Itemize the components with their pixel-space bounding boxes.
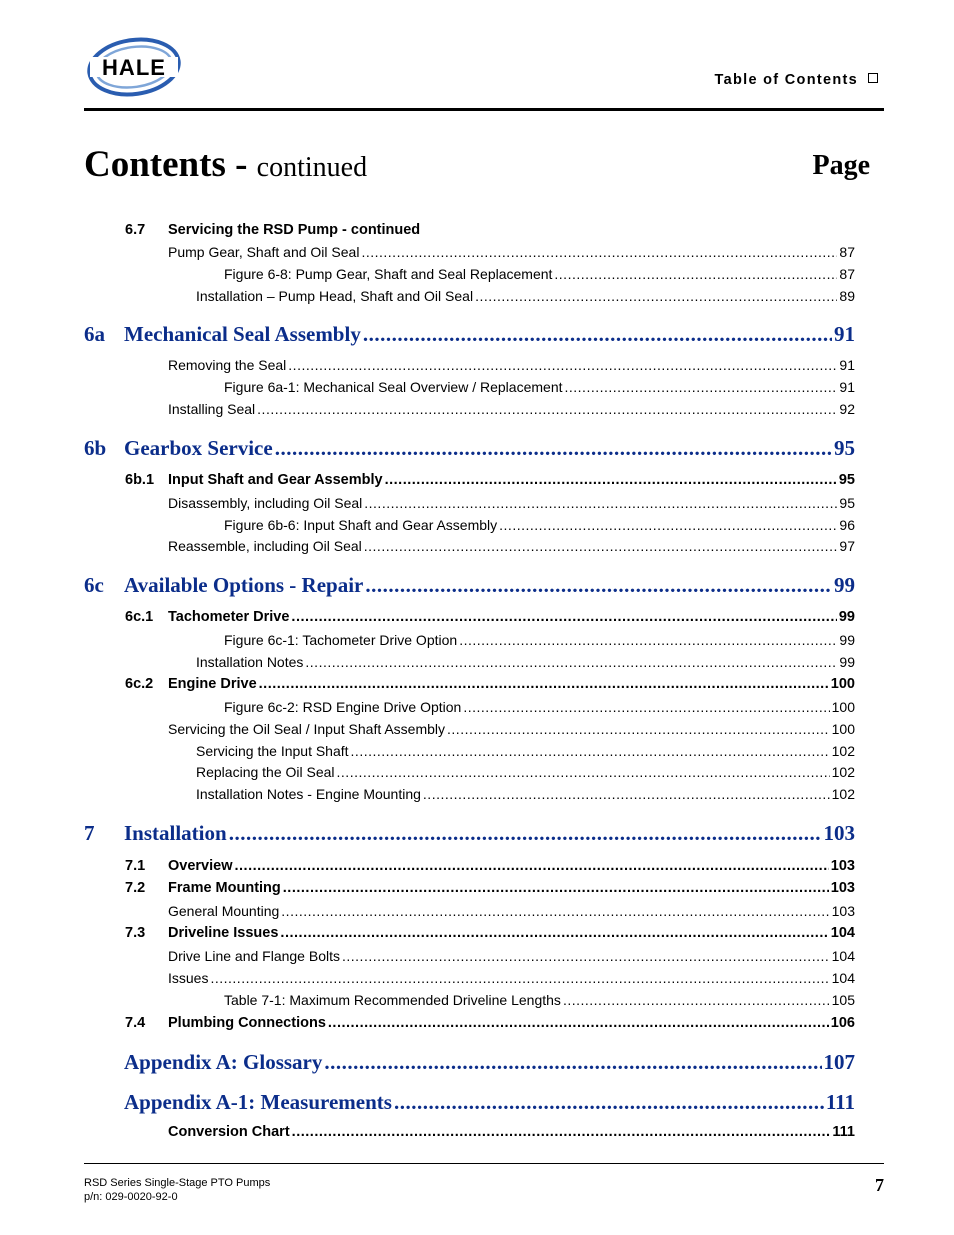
- toc-title: Installation Notes: [196, 654, 304, 670]
- toc-item-row: [196, 786, 855, 802]
- toc-number: 6c.1: [125, 609, 154, 625]
- dot-leader: [328, 1015, 829, 1031]
- toc-item-row: [168, 903, 855, 919]
- dot-leader: [281, 903, 829, 919]
- toc-title: Input Shaft and Gear Assembly: [168, 472, 383, 488]
- toc-title: Servicing the RSD Pump - continued: [168, 222, 421, 238]
- toc-number: 6c.2: [125, 676, 154, 692]
- dot-leader: [394, 1090, 824, 1115]
- toc-item-row: [224, 632, 855, 648]
- dot-leader: [275, 436, 832, 461]
- toc-title: Table 7-1: Maximum Recommended Driveline Lengths: [224, 992, 561, 1008]
- toc-title: Available Options - Repair: [124, 573, 364, 597]
- dot-leader: [364, 495, 837, 511]
- toc-item-row: [168, 538, 855, 554]
- toc-title: Drive Line and Flange Bolts: [168, 948, 340, 964]
- dot-leader: [291, 609, 836, 625]
- toc-title: Conversion Chart: [168, 1124, 290, 1140]
- dot-leader: [563, 992, 830, 1008]
- toc-section-row: [125, 472, 855, 488]
- dot-leader: [554, 266, 837, 282]
- toc-number: 6b.1: [125, 472, 155, 488]
- toc-title: Installation: [124, 821, 227, 845]
- toc-page-number: 92: [839, 401, 855, 417]
- toc-title: Gearbox Service: [124, 436, 273, 460]
- toc-chapter-row: [84, 436, 855, 461]
- toc-item-row: [196, 654, 855, 670]
- footer-part-number: p/n: 029-0020-92-0: [84, 1191, 178, 1203]
- toc-chapter-row: [84, 821, 855, 846]
- toc-title: Appendix A-1: Measurements: [124, 1090, 392, 1114]
- dot-leader: [288, 357, 837, 373]
- toc-page-number: 89: [839, 288, 855, 304]
- svg-text:HALE: HALE: [102, 55, 166, 80]
- toc-page-number: 100: [831, 699, 855, 715]
- toc-section-row: [125, 222, 855, 238]
- toc-page-number: 99: [834, 573, 855, 597]
- toc-title: Tachometer Drive: [168, 609, 290, 625]
- toc-item-row: [196, 743, 855, 759]
- toc-title: Servicing the Input Shaft: [196, 743, 349, 759]
- toc-page-number: 111: [832, 1124, 855, 1140]
- toc-section-row: [125, 880, 855, 896]
- toc-title: Installation Notes - Engine Mounting: [196, 786, 421, 802]
- toc-number: 7.2: [125, 880, 146, 896]
- dot-leader: [447, 721, 830, 737]
- toc-title: Appendix A: Glossary: [124, 1050, 323, 1074]
- dot-leader: [342, 948, 830, 964]
- dot-leader: [210, 970, 829, 986]
- toc-item-row: [168, 357, 855, 373]
- toc-title: Overview: [168, 858, 233, 874]
- toc-section-row: [168, 1124, 855, 1140]
- header-divider: [84, 108, 884, 111]
- toc-item-row: [168, 948, 855, 964]
- toc-page-number: 99: [838, 609, 855, 625]
- dot-leader: [475, 288, 837, 304]
- toc-number: 7.3: [125, 925, 146, 941]
- dot-leader: [363, 322, 832, 347]
- toc-number: 7: [84, 821, 95, 845]
- toc-section-row: [125, 676, 855, 692]
- dot-leader: [365, 573, 832, 598]
- toc-page-number: 107: [823, 1050, 855, 1074]
- toc-title: Frame Mounting: [168, 880, 281, 896]
- toc-page-number: 103: [830, 858, 855, 874]
- toc-title: Plumbing Connections: [168, 1015, 326, 1031]
- toc-title: Installation – Pump Head, Shaft and Oil Seal: [196, 288, 474, 304]
- toc-page-number: 99: [839, 654, 855, 670]
- toc-item-row: [196, 288, 855, 304]
- dot-leader: [459, 632, 837, 648]
- toc-title: Pump Gear, Shaft and Oil Seal: [168, 244, 360, 260]
- toc-number: 6b: [84, 436, 107, 460]
- toc-title: Engine Drive: [168, 676, 257, 692]
- toc-page-number: 96: [839, 517, 855, 533]
- toc-item-row: [224, 517, 855, 533]
- toc-title: Figure 6c-1: Tachometer Drive Option: [224, 632, 458, 648]
- dot-leader: [305, 654, 837, 670]
- toc-page-number: 105: [831, 992, 855, 1008]
- title-continued: continued: [256, 152, 368, 183]
- toc-title: Issues: [168, 970, 209, 986]
- toc-item-row: [168, 495, 855, 511]
- dot-leader: [351, 743, 830, 759]
- toc-item-row: [168, 970, 855, 986]
- toc-page-number: 104: [831, 948, 855, 964]
- toc-page-number: 106: [830, 1015, 855, 1031]
- dot-leader: [229, 821, 822, 846]
- hale-logo: [84, 34, 184, 100]
- toc-title: Figure 6c-2: RSD Engine Drive Option: [224, 699, 462, 715]
- toc-page-number: 99: [839, 632, 855, 648]
- toc-page-number: 103: [831, 903, 855, 919]
- toc-page-number: 87: [839, 266, 855, 282]
- dot-leader: [423, 786, 830, 802]
- dot-leader: [337, 764, 830, 780]
- dot-leader: [364, 538, 838, 554]
- toc-title: Figure 6a-1: Mechanical Seal Overview / Replacement: [224, 379, 563, 395]
- page-column-heading: Page: [812, 150, 870, 181]
- toc-number: 7.1: [125, 858, 146, 874]
- dot-leader: [499, 517, 837, 533]
- toc-page-number: 91: [834, 322, 855, 346]
- toc-title: General Mounting: [168, 903, 280, 919]
- toc-title: Replacing the Oil Seal: [196, 764, 335, 780]
- dot-leader: [280, 925, 828, 941]
- toc-page-number: 95: [834, 436, 855, 460]
- square-icon: [868, 73, 878, 83]
- toc-title: Driveline Issues: [168, 925, 279, 941]
- dot-leader: [283, 880, 829, 896]
- toc-chapter-row: [84, 1050, 855, 1075]
- title-main: Contents -: [84, 144, 257, 185]
- toc-page-number: 102: [831, 786, 855, 802]
- toc-chapter-row: [84, 573, 855, 598]
- toc-title: Figure 6-8: Pump Gear, Shaft and Seal Replacement: [224, 266, 553, 282]
- toc-title: Figure 6b-6: Input Shaft and Gear Assembly: [224, 517, 498, 533]
- toc-chapter-row: [84, 1090, 855, 1115]
- toc-page-number: 97: [839, 538, 855, 554]
- dot-leader: [463, 699, 829, 715]
- section-label: Table of Contents: [714, 72, 858, 88]
- running-header: [715, 72, 878, 88]
- toc-section-row: [125, 858, 855, 874]
- dot-leader: [385, 472, 837, 488]
- toc-title: Installing Seal: [168, 401, 256, 417]
- dot-leader: [235, 858, 829, 874]
- toc-item-row: [168, 721, 855, 737]
- toc-title: Reassemble, including Oil Seal: [168, 538, 362, 554]
- toc-title: Mechanical Seal Assembly: [124, 322, 361, 346]
- toc-section-row: [125, 1015, 855, 1031]
- toc-page-number: 87: [839, 244, 855, 260]
- toc-number: 6a: [84, 322, 105, 346]
- toc-item-row: [196, 764, 855, 780]
- toc-page-number: 100: [830, 676, 855, 692]
- toc-page-number: 100: [831, 721, 855, 737]
- toc-item-row: [224, 699, 855, 715]
- toc-title: Disassembly, including Oil Seal: [168, 495, 363, 511]
- dot-leader: [259, 676, 829, 692]
- toc-page-number: 103: [823, 821, 855, 845]
- toc-number: 6.7: [125, 222, 146, 238]
- toc-page-number: 95: [839, 495, 855, 511]
- dot-leader: [565, 379, 838, 395]
- dot-leader: [324, 1050, 821, 1075]
- toc-page-number: 111: [825, 1090, 855, 1114]
- toc-title: Servicing the Oil Seal / Input Shaft Assembly: [168, 721, 446, 737]
- toc-page-number: 91: [839, 357, 855, 373]
- toc-number: 7.4: [125, 1015, 146, 1031]
- toc-item-row: [168, 401, 855, 417]
- toc-item-row: [224, 266, 855, 282]
- toc-number: 6c: [84, 573, 104, 597]
- toc-chapter-row: [84, 322, 855, 347]
- footer-divider: [84, 1163, 884, 1164]
- toc-page-number: 103: [830, 880, 855, 896]
- toc-section-row: [125, 925, 855, 941]
- toc-item-row: [224, 992, 855, 1008]
- toc-page-number: 102: [831, 743, 855, 759]
- toc-item-row: [168, 244, 855, 260]
- dot-leader: [257, 401, 837, 417]
- toc-page-number: 95: [838, 472, 855, 488]
- toc-page-number: 104: [830, 925, 855, 941]
- toc-section-row: [125, 609, 855, 625]
- toc-item-row: [224, 379, 855, 395]
- footer-page-number: 7: [875, 1175, 884, 1195]
- dot-leader: [292, 1124, 831, 1140]
- toc-page-number: 91: [839, 379, 855, 395]
- page-title: [84, 143, 367, 190]
- dot-leader: [361, 244, 837, 260]
- toc-title: Removing the Seal: [168, 357, 287, 373]
- toc-page-number: 102: [831, 764, 855, 780]
- toc-page-number: 104: [831, 970, 855, 986]
- footer-product: RSD Series Single-Stage PTO Pumps: [84, 1177, 271, 1189]
